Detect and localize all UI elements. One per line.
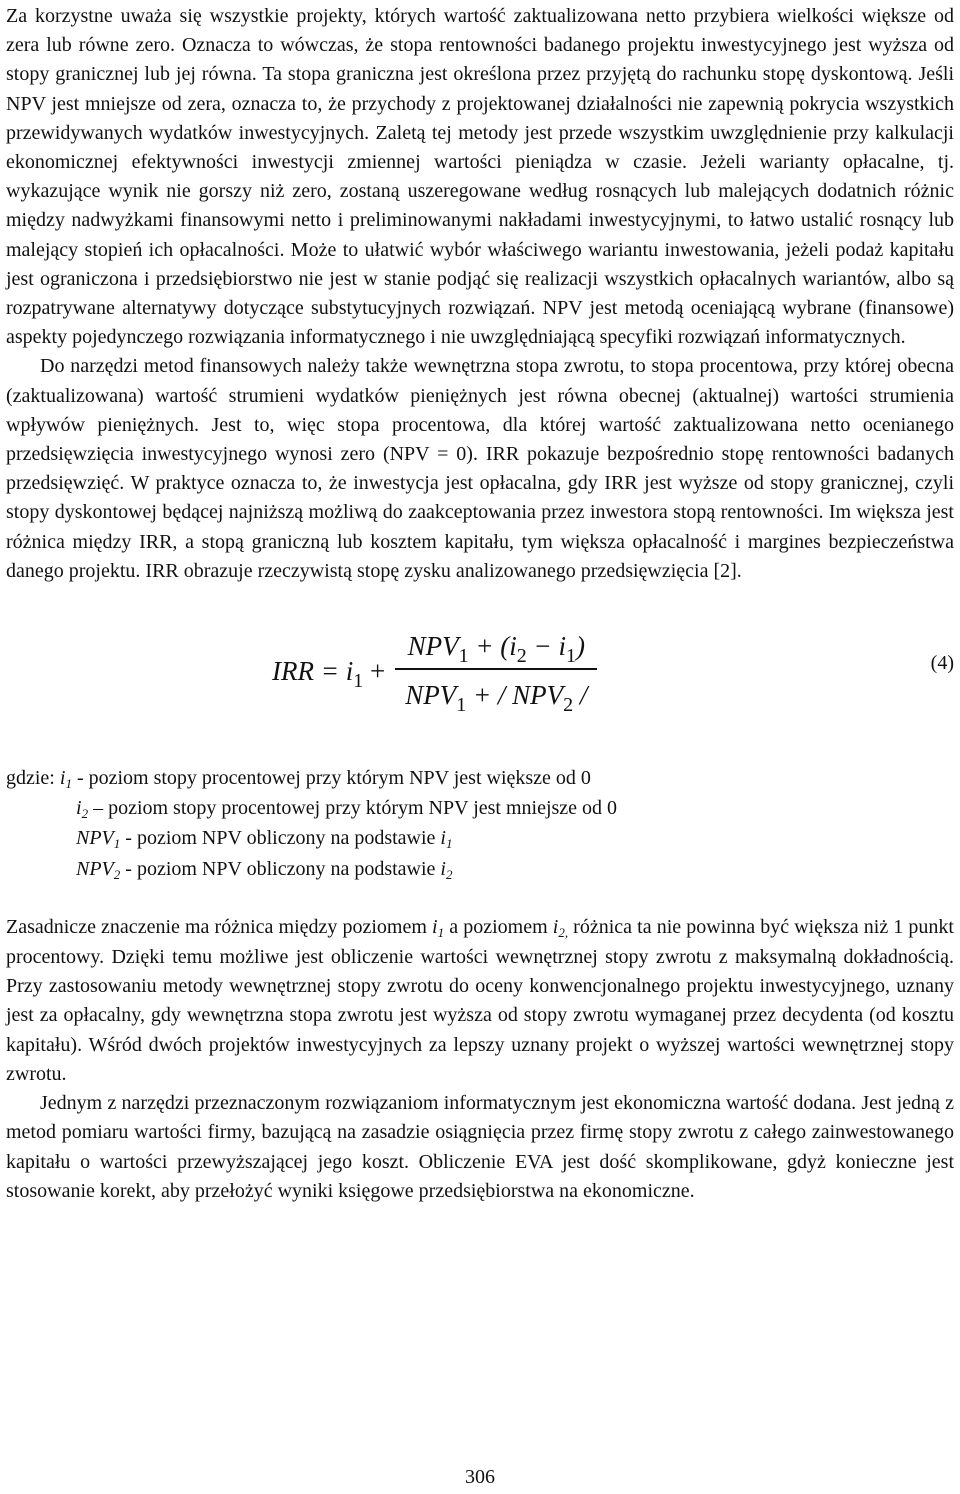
- formula-numerator: $NPV_1 + (i_2 - i_1)$: [407, 631, 586, 668]
- definition-item: $NPV_1$ - poziom NPV obliczony na podstawie $i_1$: [76, 827, 453, 852]
- page-number: 306: [465, 1466, 495, 1488]
- formula-expression: [272, 616, 597, 726]
- definition-item: gdzie: $i_1$ - poziom stopy procentowej przy którym NPV jest większe od 0: [6, 767, 591, 792]
- formula-lhs: IRR = $i_1$ +: [272, 655, 386, 692]
- paragraph-difference: Zasadnicze znaczenie ma różnica między poziomem $i_1$ a poziomem $i_{2,}$ różnica ta nie powinna być większa niż 1 punkt procentowy. Dzięki temu możliwe jest obliczenie wartości wewnętrznej stopy zwrotu z maksymalną dokładnością. Przy zastosowaniu metody wewnętrznej stopy zwrotu do oceny konwencjonalnego projektu inwestycyjnego, uznany jest za opłacalny, gdy wewnętrzna stopa zwrotu jest wyższa od stopy zwrotu wymaganej przez decydenta (od kosztu kapitału). Wśród dwóch projektów inwestycyjnych za lepszy uznany projekt o wyższej wartości wewnętrznej stopy zwrotu.: [6, 915, 954, 1085]
- formula-fraction: [395, 631, 597, 716]
- paragraph-npv: Za korzystne uważa się wszystkie projekty, których wartość zaktualizowana netto przybiera wielkości większe od zera lub równe zero. Oznacza to wówczas, że stopa rentowności badanego projektu inwestycyjnego jest wyższa od stopy granicznej lub jej równa. Ta stopa graniczna jest określona przez przyjętą do rachunku stopę dyskontową. Jeśli NPV jest mniejsze od zera, oznacza to, że przychody z projektowanej działalności nie zapewnią pokrycia wszystkich przewidywanych wydatków inwestycyjnych. Zaletą tej metody jest przede wszystkim uwzględnienie przy kalkulacji ekonomicznej efektywności inwestycji zmiennej wartości pieniądza w czasie. Jeżeli warianty opłacalne, tj. wykazujące wynik nie gorszy niż zero, zostaną uszeregowane według rosnących lub malejących dodatnich różnic między nadwyżkami finansowymi netto i preliminowanymi nakładami inwestycyjnymi, to łatwo ustalić rosnący lub malejący stopień ich opłacalności. Może to ułatwić wybór właściwego wariantu inwestowania, jeżeli podaż kapitału jest ograniczona i przedsiębiorstwo nie jest w stanie podjąć się realizacji wszystkich opłacalnych wariantów, albo są rozpatrywane alternatywy dotyczące substytucyjnych rozwiązań. NPV jest metodą oceniającą wybrane (finansowe) aspekty pojedynczego rozwiązania informatycznego i nie uwzględniającą specyfiki rozwiązań informatycznych.: [6, 5, 954, 349]
- formula-definitions: [6, 764, 954, 885]
- equation-number: (4): [930, 652, 954, 675]
- irr-formula: [6, 616, 954, 726]
- paragraph-eva: Jednym z narzędzi przeznaczonym rozwiązaniom informatycznym jest ekonomiczna wartość dodana. Jest jedną z metod pomiaru wartości firmy, bazującą na zasadzie osiągnięcia przez firmę stopy zwrotu z całego zainwestowanego kapitału o wartości przewyższającej jego koszt. Obliczenie EVA jest dość skomplikowane, gdyż konieczne jest stosowanie korekt, aby przełożyć wyniki księgowe przedsiębiorstwa na ekonomiczne.: [6, 1092, 954, 1202]
- document-page: [6, 2, 954, 1206]
- paragraph-irr: Do narzędzi metod finansowych należy także wewnętrzna stopa zwrotu, to stopa procentowa, przy której obecna (zaktualizowana) wartość strumieni wydatków pieniężnych jest równa obecnej (aktualnej) wartości strumienia wpływów pieniężnych. Jest to, więc stopa procentowa, dla której wartość zaktualizowana netto ocenianego przedsięwzięcia inwestycyjnego wynosi zero (NPV = 0). IRR pokazuje bezpośrednio stopę rentowności badanych przedsięwzięć. W praktyce oznacza to, że inwestycja jest opłacalna, gdy IRR jest wyższe od stopy granicznej, czyli stopy dyskontowej będącej najniższą możliwą do zaakceptowania przez inwestora stopą rentowności. Im większa jest różnica między IRR, a stopą graniczną lub kosztem kapitału, tym większa opłacalność i margines bezpieczeństwa danego projektu. IRR obrazuje rzeczywistą stopę zysku analizowanego przedsięwzięcia [2].: [6, 355, 954, 582]
- formula-denominator: $NPV_1$ + / $NPV_2$ /: [405, 679, 588, 716]
- definition-item: $NPV_2$ - poziom NPV obliczony na podstawie $i_2$: [76, 857, 453, 882]
- definition-item: $i_2$ – poziom stopy procentowej przy którym NPV jest mniejsze od 0: [76, 797, 618, 822]
